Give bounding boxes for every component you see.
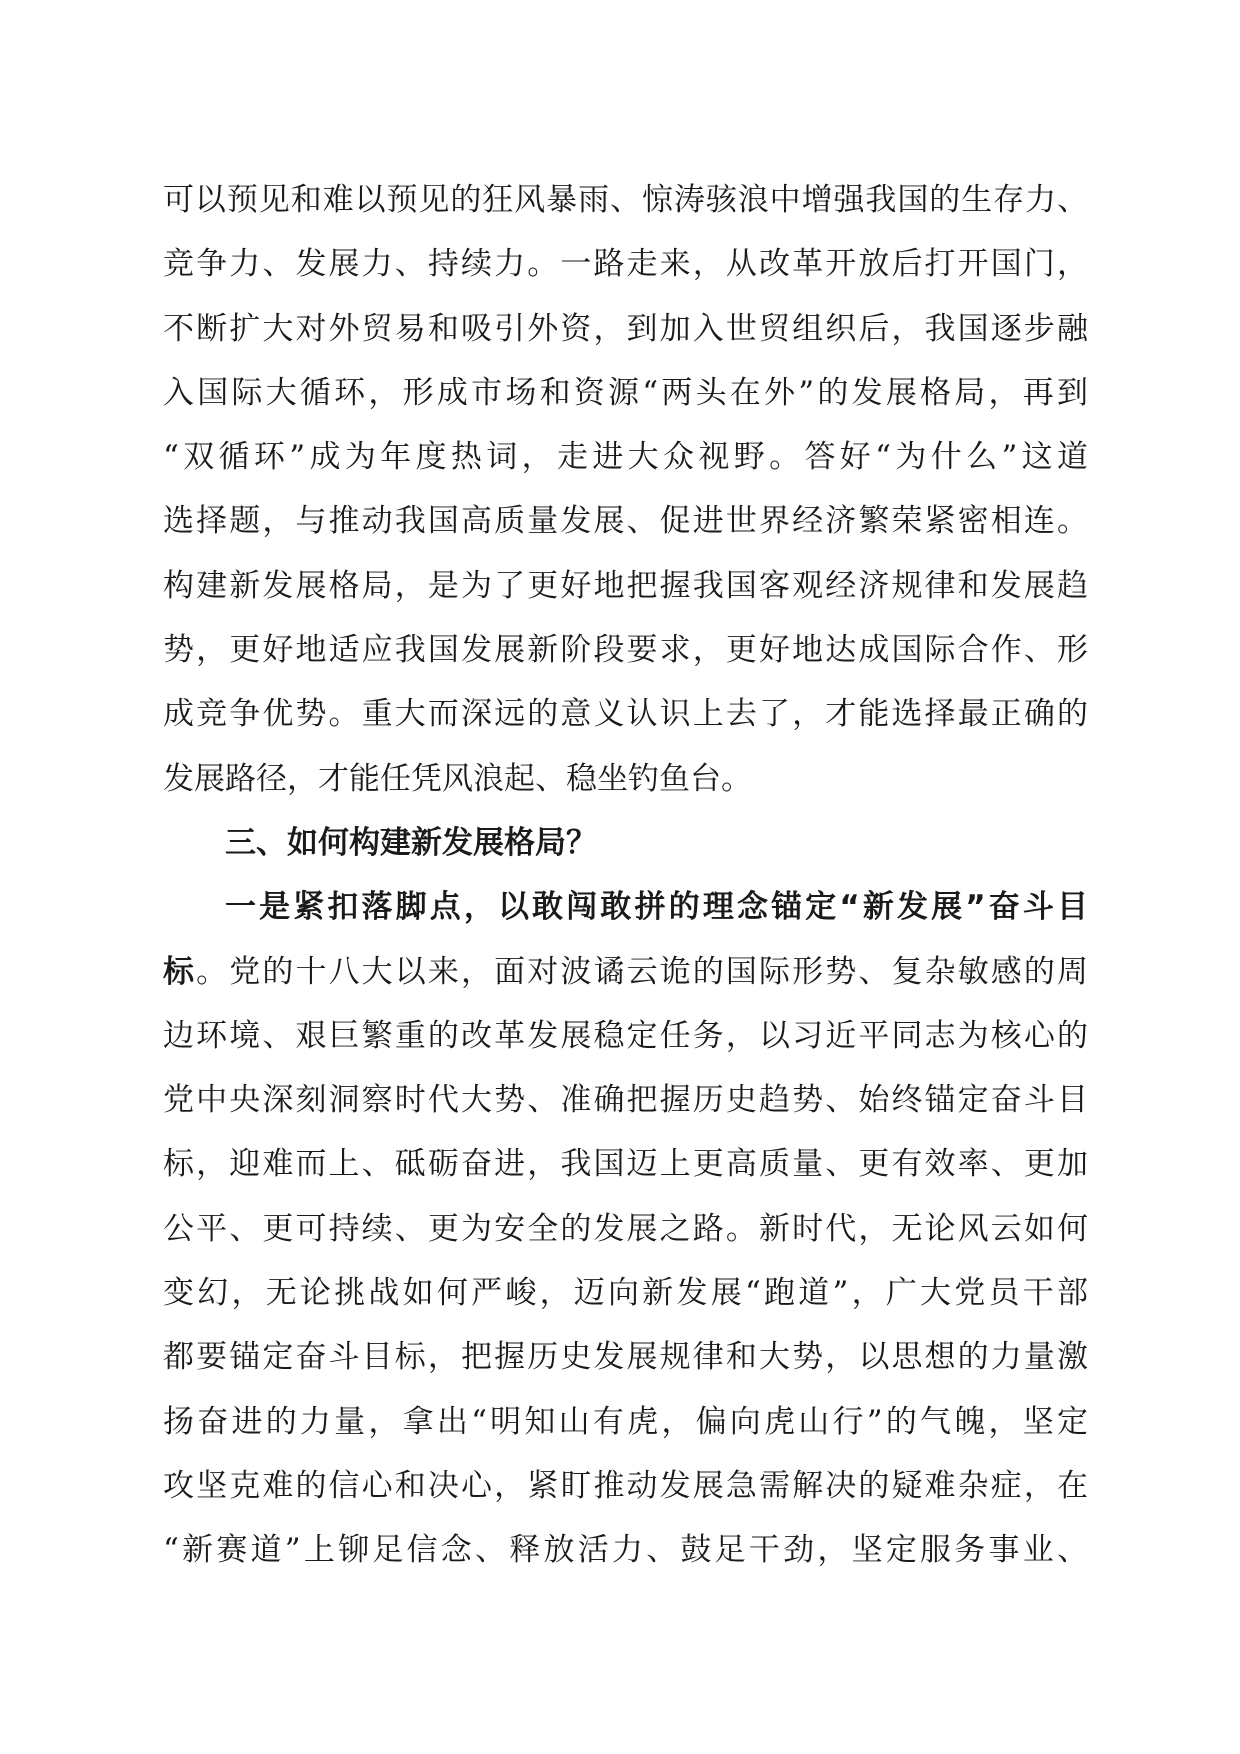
text-line: 势，更好地适应我国发展新阶段要求，更好地达成国际合作、形 xyxy=(163,632,1088,669)
text-line: 变幻，无论挑战如何严峻，迈向新发展“跑道”，广大党员干部 xyxy=(163,1275,1088,1312)
paragraph-point-one xyxy=(163,875,1088,1582)
text-line: 标，迎难而上、砥砺奋进，我国迈上更高质量、更有效率、更加 xyxy=(163,1146,1088,1183)
text-span: 。党的十八大以来，面对波谲云诡的国际形势、复杂敏感的周 xyxy=(196,953,1088,990)
paragraph-why xyxy=(163,168,1088,811)
text-line: 入国际大循环，形成市场和资源“两头在外”的发展格局，再到 xyxy=(163,374,1088,411)
text-line: 竞争力、发展力、持续力。一路走来，从改革开放后打开国门， xyxy=(163,246,1088,283)
text-line xyxy=(163,940,1088,1004)
text-line: 不断扩大对外贸易和吸引外资，到加入世贸组织后，我国逐步融 xyxy=(163,310,1088,347)
text-line: 构建新发展格局，是为了更好地把握我国客观经济规律和发展趋 xyxy=(163,567,1088,604)
text-line: 攻坚克难的信心和决心，紧盯推动发展急需解决的疑难杂症，在 xyxy=(163,1467,1088,1504)
text-line: 可以预见和难以预见的狂风暴雨、惊涛骇浪中增强我国的生存力、 xyxy=(163,182,1088,218)
text-line: 边环境、艰巨繁重的改革发展稳定任务，以习近平同志为核心的 xyxy=(163,1017,1088,1054)
document-body xyxy=(163,168,1088,1583)
text-line: 发展路径，才能任凭风浪起、稳坐钓鱼台。 xyxy=(163,760,752,797)
text-line: 成竞争优势。重大而深远的意义认识上去了，才能选择最正确的 xyxy=(163,696,1088,733)
text-line: “新赛道”上铆足信念、释放活力、鼓足干劲，坚定服务事业、 xyxy=(163,1532,1088,1569)
text-line: 公平、更可持续、更为安全的发展之路。新时代，无论风云如何 xyxy=(163,1210,1088,1247)
point-one-title-line: 一是紧扣落脚点，以敢闯敢拼的理念锚定“新发展”奋斗目 xyxy=(225,889,1088,926)
text-line: “双循环”成为年度热词，走进大众视野。答好“为什么”这道 xyxy=(163,439,1088,476)
point-one-title-end: 标 xyxy=(163,953,197,990)
text-line: 都要锚定奋斗目标，把握历史发展规律和大势，以思想的力量激 xyxy=(163,1339,1088,1376)
text-line: 党中央深刻洞察时代大势、准确把握历史趋势、始终锚定奋斗目 xyxy=(163,1082,1088,1119)
text-line: 选择题，与推动我国高质量发展、促进世界经济繁荣紧密相连。 xyxy=(163,503,1088,540)
text-line: 扬奋进的力量，拿出“明知山有虎，偏向虎山行”的气魄，坚定 xyxy=(163,1403,1088,1440)
section-heading-how: 三、如何构建新发展格局？ xyxy=(225,824,597,861)
